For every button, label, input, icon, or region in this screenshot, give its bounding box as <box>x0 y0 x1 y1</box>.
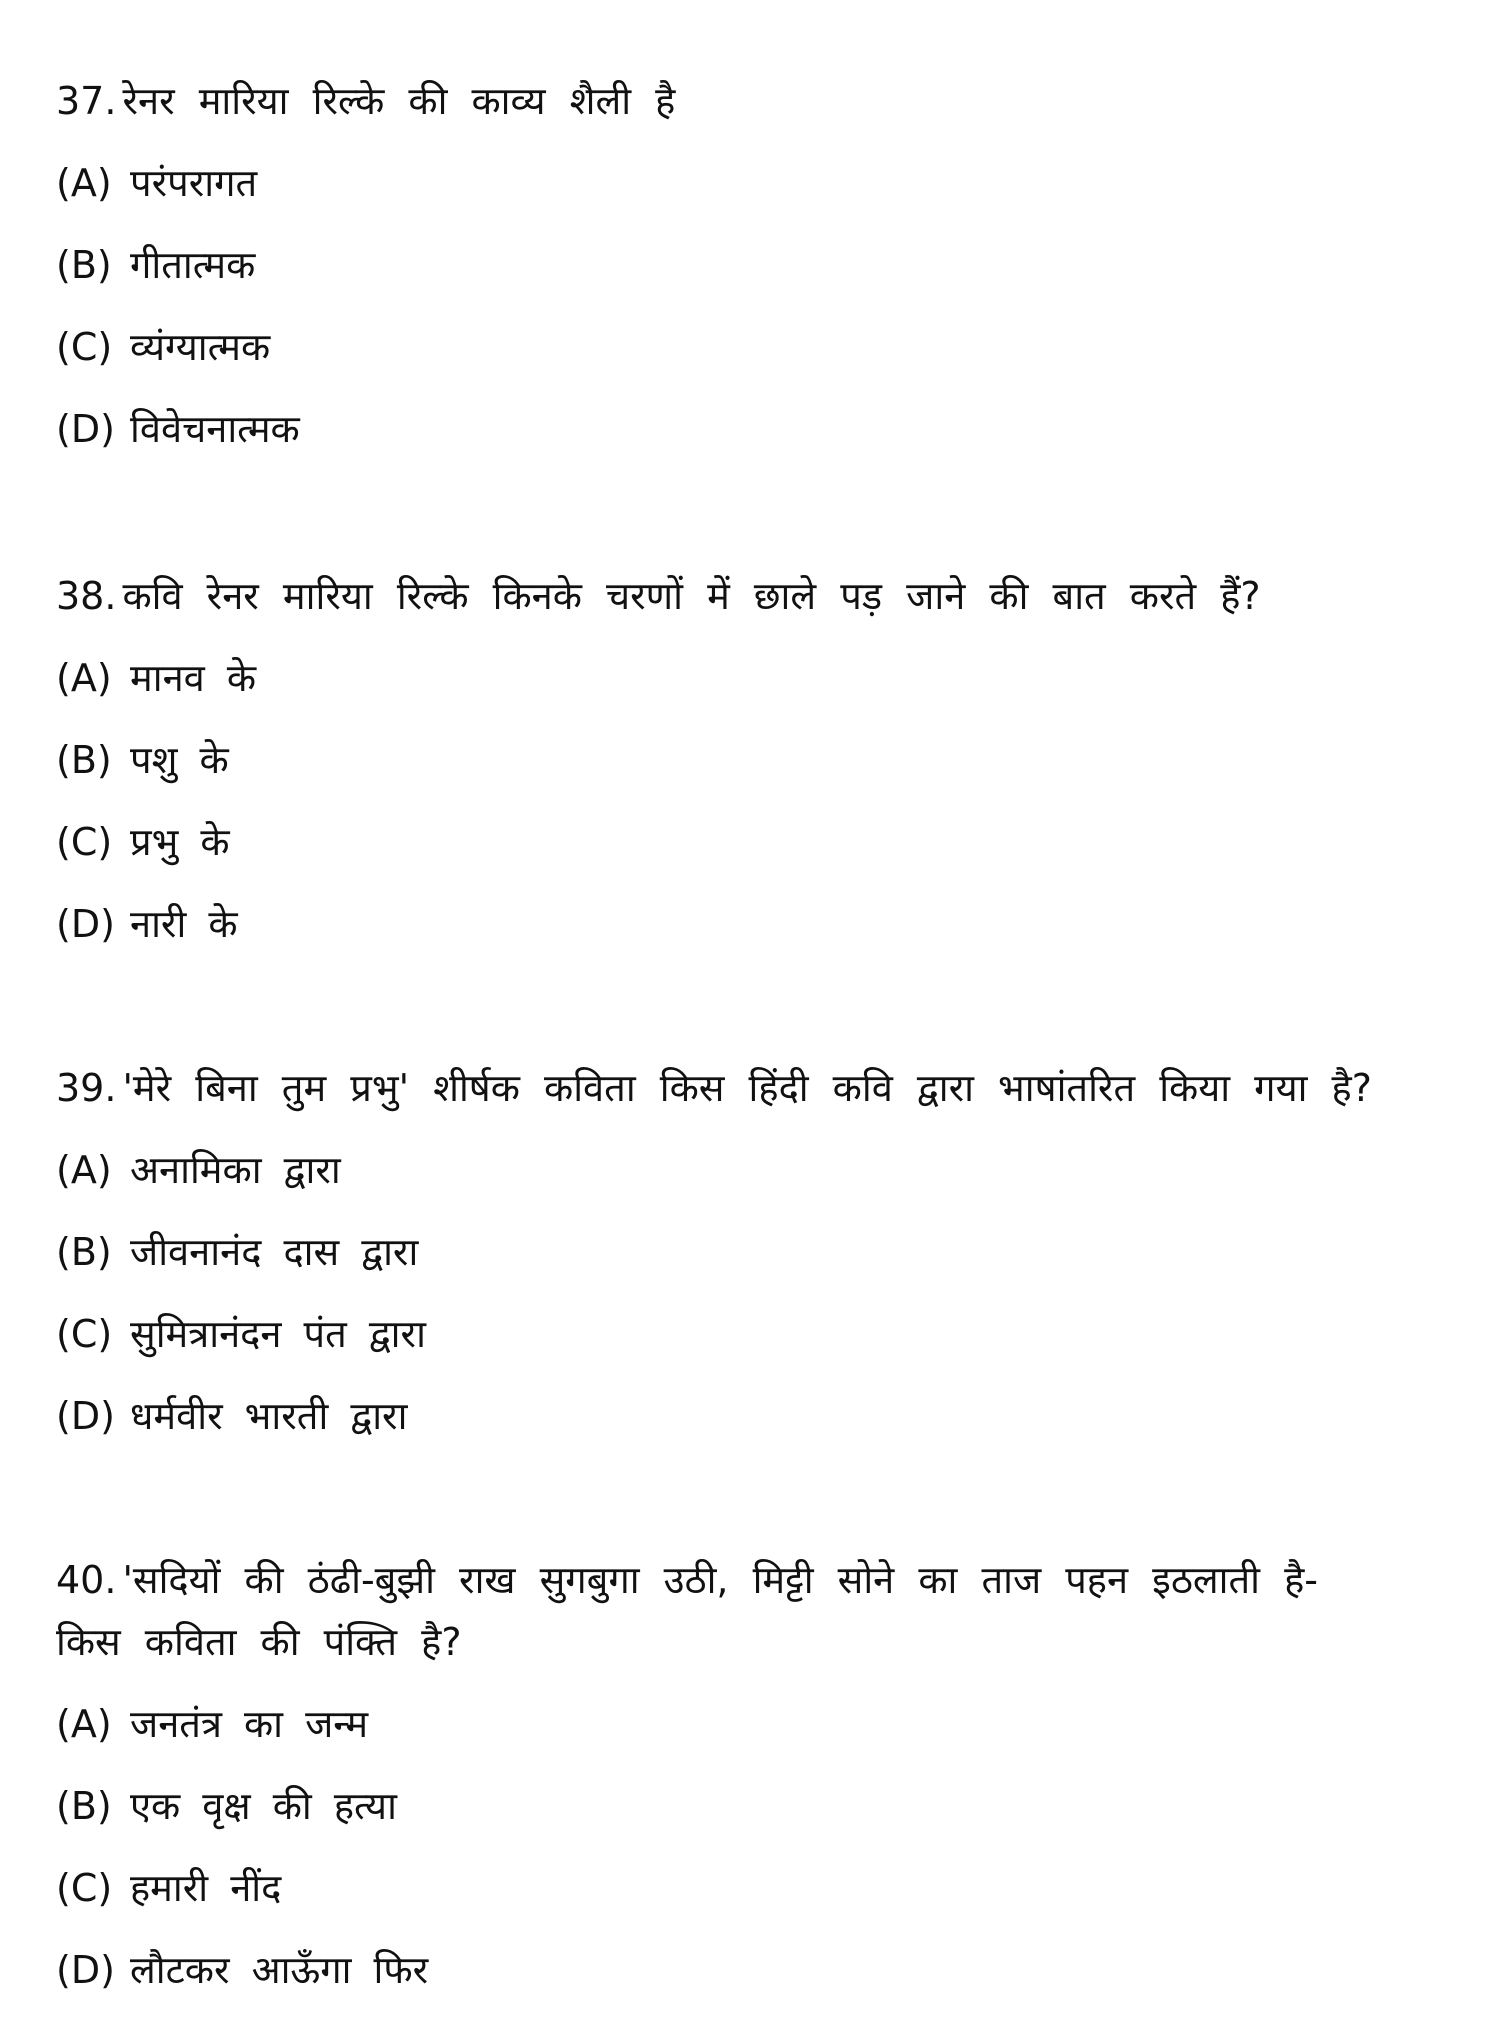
option-b <box>56 729 1465 811</box>
question-text-line <box>56 1611 1465 1673</box>
option-label: (A) <box>56 1148 112 1192</box>
option-c <box>56 316 1465 398</box>
option-d <box>56 398 1465 480</box>
question-stem <box>56 70 1465 132</box>
option-text: मानव के <box>130 656 257 700</box>
option-b <box>56 1221 1465 1303</box>
option-text: पशु के <box>130 738 229 782</box>
option-label: (D) <box>56 407 115 451</box>
option-label: (C) <box>56 820 113 864</box>
option-b <box>56 234 1465 316</box>
option-a <box>56 1139 1465 1221</box>
option-label: (A) <box>56 161 112 205</box>
question-39 <box>56 1057 1465 1467</box>
option-text: परंपरागत <box>130 161 258 205</box>
question-number: 37. <box>56 79 117 123</box>
option-label: (C) <box>56 325 113 369</box>
question-text-line <box>56 1057 1465 1119</box>
option-text: नारी के <box>130 902 238 946</box>
option-a <box>56 152 1465 234</box>
option-text: अनामिका द्वारा <box>130 1148 341 1192</box>
question-text: रेनर मारिया रिल्के की काव्य शैली है <box>122 79 676 123</box>
question-number: 39. <box>56 1066 117 1110</box>
option-text: विवेचनात्मक <box>130 407 300 451</box>
option-label: (B) <box>56 738 112 782</box>
question-stem <box>56 565 1465 627</box>
option-text: हमारी नींद <box>130 1866 282 1910</box>
option-text: एक वृक्ष की हत्या <box>130 1784 397 1828</box>
question-37 <box>56 70 1465 480</box>
question-text: कवि रेनर मारिया रिल्के किनके चरणों में छाले पड़ जाने की बात करते हैं? <box>122 574 1261 618</box>
option-d <box>56 893 1465 975</box>
option-text: व्यंग्यात्मक <box>130 325 271 369</box>
option-label: (B) <box>56 1784 112 1828</box>
question-number: 40. <box>56 1558 117 1602</box>
question-text: 'सदियों की ठंढी-बुझी राख सुगबुगा उठी, मिट्टी सोने का ताज पहन इठलाती है- <box>122 1558 1318 1602</box>
question-38 <box>56 565 1465 975</box>
question-stem <box>56 1549 1465 1673</box>
option-text: प्रभु के <box>130 820 230 864</box>
question-text-line <box>56 565 1465 627</box>
option-c <box>56 1303 1465 1385</box>
question-text: 'मेरे बिना तुम प्रभु' शीर्षक कविता किस हिंदी कवि द्वारा भाषांतरित किया गया है? <box>122 1066 1372 1110</box>
question-number: 38. <box>56 574 117 618</box>
question-text-line <box>56 1549 1465 1611</box>
option-c <box>56 811 1465 893</box>
question-text-line <box>56 70 1465 132</box>
option-a <box>56 647 1465 729</box>
option-label: (D) <box>56 1948 115 1992</box>
option-text: सुमित्रानंदन पंत द्वारा <box>130 1312 426 1356</box>
option-text: लौटकर आऊँगा फिर <box>130 1948 429 1992</box>
option-label: (C) <box>56 1312 113 1356</box>
option-text: जनतंत्र का जन्म <box>130 1702 369 1746</box>
option-label: (D) <box>56 1394 115 1438</box>
option-c <box>56 1857 1465 1939</box>
option-a <box>56 1693 1465 1775</box>
option-label: (B) <box>56 1230 112 1274</box>
question-40 <box>56 1549 1465 2021</box>
option-text: गीतात्मक <box>130 243 256 287</box>
option-label: (A) <box>56 1702 112 1746</box>
option-d <box>56 1939 1465 2021</box>
option-b <box>56 1775 1465 1857</box>
option-text: धर्मवीर भारती द्वारा <box>130 1394 408 1438</box>
option-label: (B) <box>56 243 112 287</box>
option-label: (A) <box>56 656 112 700</box>
option-text: जीवनानंद दास द्वारा <box>130 1230 419 1274</box>
option-label: (D) <box>56 902 115 946</box>
option-d <box>56 1385 1465 1467</box>
option-label: (C) <box>56 1866 113 1910</box>
question-text: किस कविता की पंक्ति है? <box>56 1620 462 1664</box>
question-stem <box>56 1057 1465 1119</box>
